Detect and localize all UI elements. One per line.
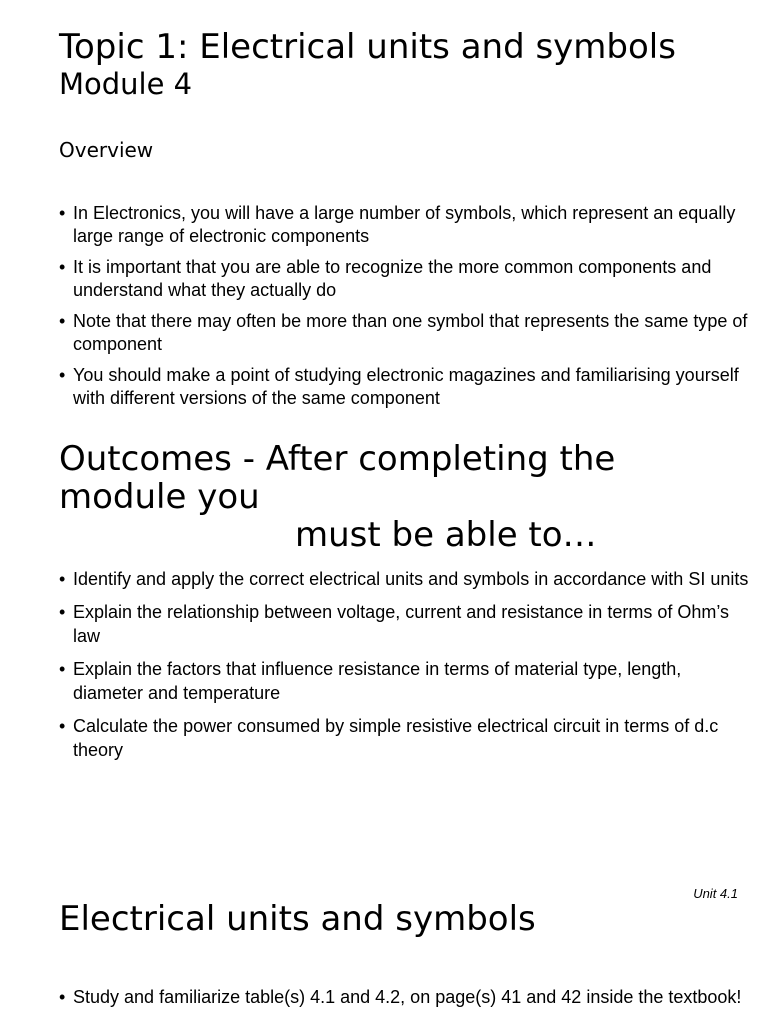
overview-label: Overview (59, 138, 154, 162)
unit-tag: Unit 4.1 (693, 886, 738, 901)
list-item-text: Calculate the power consumed by simple resistive electrical circuit in terms of d.c theory (73, 715, 719, 760)
list-item-text: You should make a point of studying electronic magazines and familiarising yourself with different versions of the same component (73, 365, 739, 408)
bullet-icon: • (59, 569, 66, 589)
outcomes-heading: Outcomes - After completing the (59, 439, 616, 479)
bullet-icon: • (59, 601, 66, 622)
list-item-text: Explain the relationship between voltage, current and resistance in terms of Ohm’s law (73, 601, 730, 646)
module-subtitle: Module 4 (59, 67, 193, 101)
study-list (59, 986, 749, 1017)
list-item (59, 310, 749, 356)
list-item (59, 714, 749, 763)
list-item-text: Explain the factors that influence resistance in terms of material type, length, diameter and temperature (73, 658, 682, 703)
list-item (59, 657, 749, 706)
outcomes-list (59, 567, 749, 771)
list-item (59, 256, 749, 302)
bullet-icon: • (59, 658, 66, 679)
bullet-icon: • (59, 715, 66, 736)
overview-list (59, 202, 749, 418)
bullet-icon: • (59, 987, 66, 1007)
section-heading: Electrical units and symbols (59, 899, 536, 939)
list-item-text: Identify and apply the correct electrical units and symbols in accordance with SI units (73, 569, 749, 589)
bullet-icon: • (59, 365, 66, 385)
list-item (59, 986, 749, 1009)
page-title: Topic 1: Electrical units and symbols (59, 27, 676, 67)
list-item (59, 567, 749, 592)
list-item (59, 364, 749, 410)
list-item-text: In Electronics, you will have a large number of symbols, which represent an equally large range of electronic components (73, 203, 736, 246)
outcomes-heading-line3: must be able to… (295, 515, 597, 555)
outcomes-heading-line2: module you (59, 477, 260, 517)
bullet-icon: • (59, 311, 66, 331)
bullet-icon: • (59, 203, 66, 223)
list-item-text: It is important that you are able to recognize the more common components and understand what they actually do (73, 257, 712, 300)
list-item-text: Note that there may often be more than one symbol that represents the same type of component (73, 311, 748, 354)
list-item (59, 202, 749, 248)
bullet-icon: • (59, 257, 66, 277)
list-item (59, 600, 749, 649)
list-item-text: Study and familiarize table(s) 4.1 and 4.2, on page(s) 41 and 42 inside the textbook! (73, 987, 742, 1007)
